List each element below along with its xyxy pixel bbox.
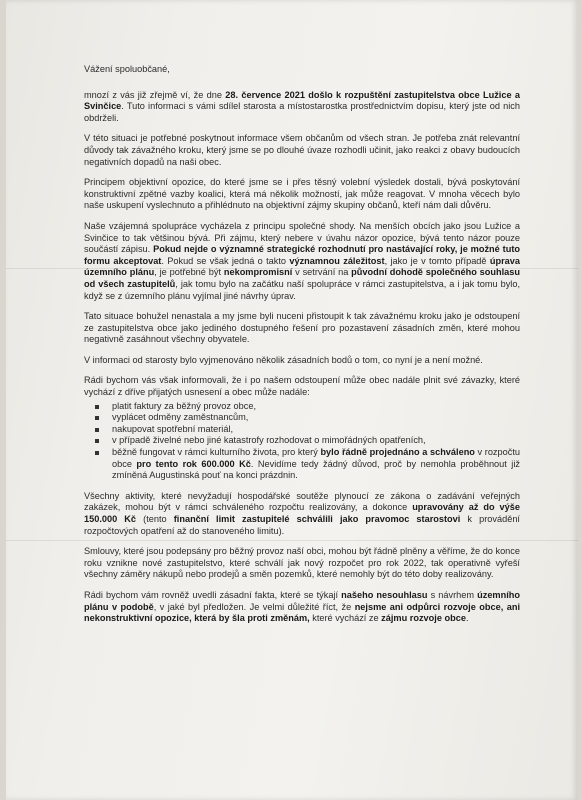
- paragraph-7: Rádi bychom vás však informovali, že i po našem odstoupení může obec nadále plnit své závazky, které vychází z dříve přijatých usnesení a obec může nadále:: [84, 375, 520, 398]
- paragraph-1: mnozí z vás již zřejmě ví, že dne 28. července 2021 došlo k rozpuštění zastupitelstva obce Lužice a Svinčice. Tuto informaci s vámi sdílel starosta a místostarostka prostřednictvím dopisu, který jste od nich obdrželi.: [84, 89, 520, 123]
- letter-page: [6, 0, 578, 800]
- list-item: vyplácet odměny zaměstnancům,: [112, 412, 520, 424]
- paragraph-3: Principem objektivní opozice, do které jsme se i přes těsný volební výsledek dostali, bývá poskytování konstruktivní zpětné vazby koalici, která má několik možností, jak může reagovat. V mnoha věcech bylo naše uskupení vyslechnuto a přihlédnuto na objektivní zájmy skupiny občanů, kteří nám dali důvěru.: [84, 177, 520, 211]
- bullet-list: [84, 401, 520, 482]
- list-item: v případě živelné nebo jiné katastrofy rozhodovat o mimořádných opatřeních,: [112, 435, 520, 447]
- paragraph-8: Všechny aktivity, které nevyžadují hospodářské soutěže plynoucí ze zákona o zadávání veřejných zakázek, mohou být v rámci schváleného rozpočtu realizovány, a dokonce upravovány až do výše 150.000 Kč (tento finanční limit zastupitelé schválili jako pravomoc starostovi k provádění rozpočtových opatření až do stanoveného limitu).: [84, 490, 520, 536]
- paragraph-9: Smlouvy, které jsou podepsány pro běžný provoz naší obci, mohou být řádně plněny a věříme, že do konce roku vznikne nové zastupitelstvo, které schválí jak nový rozpočet pro rok 2022, tak operativně vyřeší všechny záměry nákupů nebo prodejů a směn pozemků, které nemohly být do této doby realizovány.: [84, 546, 520, 580]
- greeting: Vážení spoluobčané,: [84, 64, 170, 74]
- paragraph-5: Tato situace bohužel nenastala a my jsme byli nuceni přistoupit k tak závažnému kroku jako je odstoupení ze zastupitelstva obce jako jediného dostupného řešení pro pozastavení zásadních změn, které mohou negativně zasáhnout všechny obyvatele.: [84, 311, 520, 345]
- paragraph-2: V této situaci je potřebné poskytnout informace všem občanům od všech stran. Je potřeba znát relevantní důvody tak závažného kroku, který jsme se po dlouhé úvaze rozhodli učinit, jako reakci z obavy budoucích negativních dopadů na naši obec.: [84, 133, 520, 167]
- list-item: nakupovat spotřební materiál,: [112, 424, 520, 436]
- list-item: běžně fungovat v rámci kulturního života, pro který bylo řádně projednáno a schváleno v rozpočtu obce pro tento rok 600.000 Kč. Nevidíme tedy žádný důvod, proč by nemohla proběhnout již zmíněná Augustinská pouť na konci prázdnin.: [112, 447, 521, 481]
- letter-body: [84, 64, 520, 634]
- paragraph-10: Rádi bychom vám rovněž uvedli zásadní fakta, které se týkají našeho nesouhlasu s návrhem územního plánu v podobě, v jaké byl předložen. Je velmi důležité říct, že nejsme ani odpůrci rozvoje obce, ani nekonstruktivní opozice, která by šla proti změnám, které vychází ze zájmu rozvoje obce.: [84, 589, 521, 624]
- list-item: platit faktury za běžný provoz obce,: [112, 401, 520, 413]
- paragraph-4: Naše vzájemná spolupráce vycházela z principu společné shody. Na menších obcích jako jsou Lužice a Svinčice to tak většinou bývá. Při zájmu, který nebere v úvahu názor opozice, bývá tento názor pouze součástí zápisu. Pokud nejde o významné strategické rozhodnutí pro nastávající roky, je možné tuto formu akceptovat. Pokud se však jedná o takto významnou záležitost, jako je v tomto případě úprava územního plánu, je potřebné být nekompromisní v setrvání na původní dohodě společného souhlasu od všech zastupitelů, jak tomu bylo na začátku naší spolupráce v rámci zastupitelstva, a i jak tomu bylo, když se z územního plánu vyjímal jiné návrhy úprav.: [84, 220, 520, 301]
- paragraph-6: V informaci od starosty bylo vyjmenováno několik zásadních bodů o tom, co nyní je a není možné.: [84, 354, 483, 365]
